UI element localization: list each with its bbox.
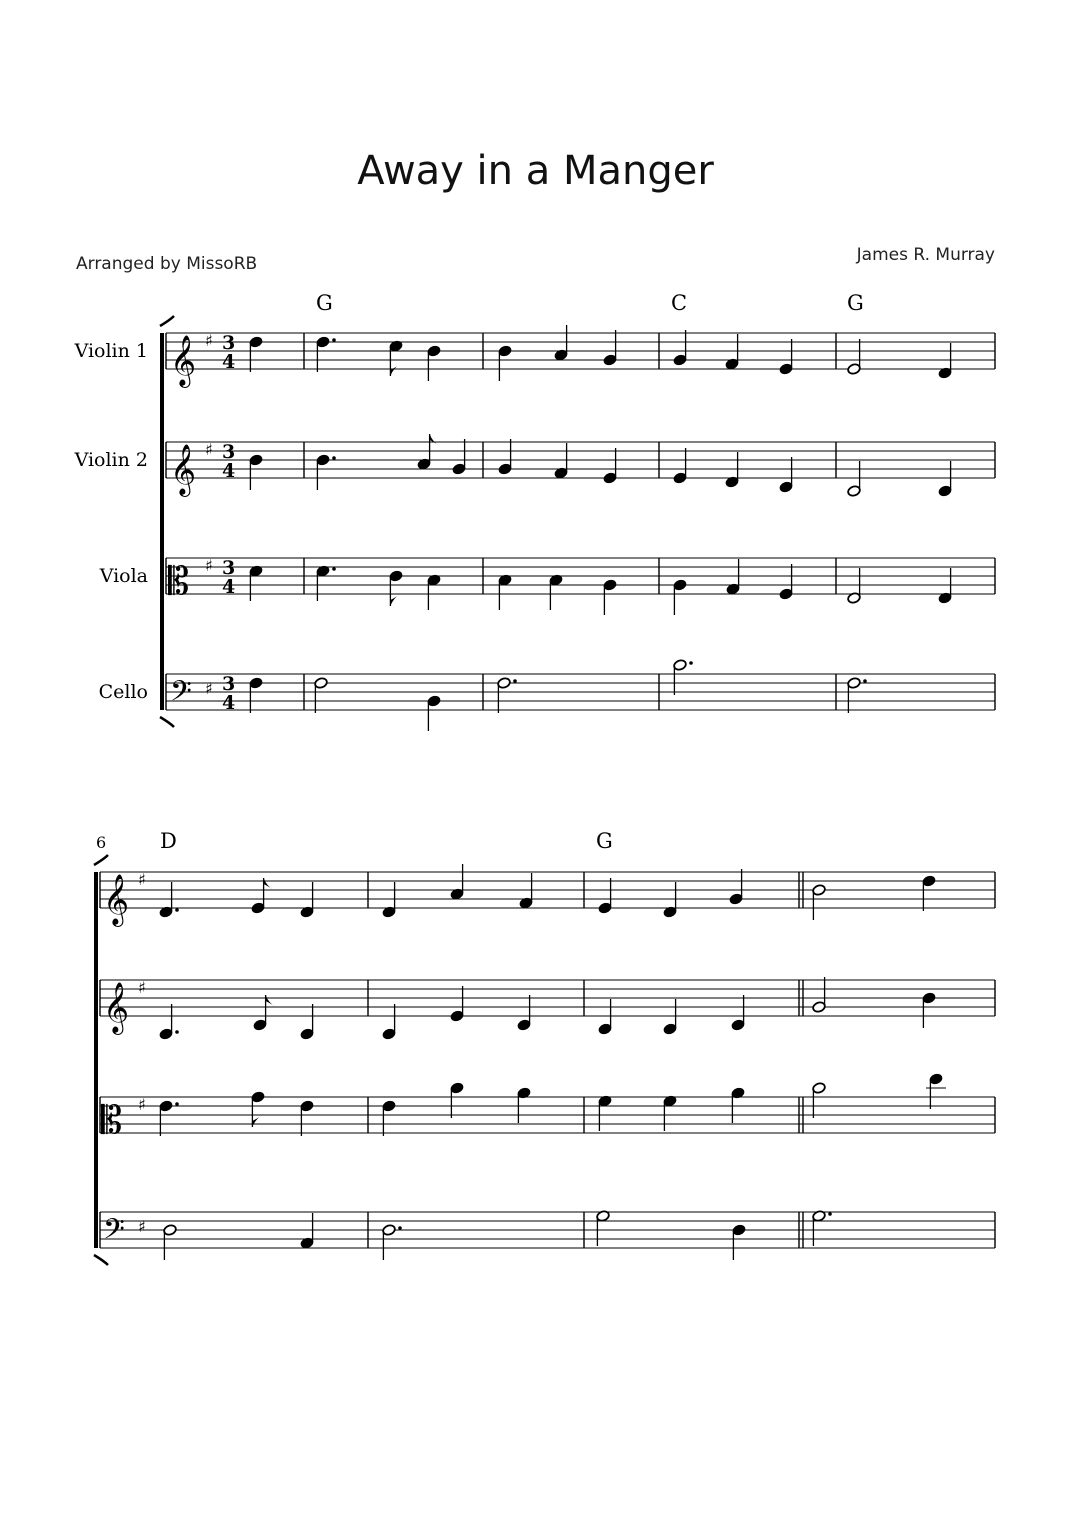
augmentation-dot xyxy=(175,1102,179,1106)
time-signature-top: 3 xyxy=(222,441,236,463)
score-title: Away in a Manger xyxy=(357,148,714,194)
key-signature-sharp: ♯ xyxy=(205,679,213,698)
augmentation-dot xyxy=(332,338,336,342)
note-flag xyxy=(266,995,276,1007)
note-flag xyxy=(264,878,274,890)
time-signature-top: 3 xyxy=(222,673,236,695)
time-signature-bottom: 4 xyxy=(222,460,236,482)
key-signature-sharp: ♯ xyxy=(205,440,213,459)
note-flag xyxy=(430,434,440,446)
augmentation-dot xyxy=(332,456,336,460)
augmentation-dot xyxy=(689,661,693,665)
key-signature-sharp: ♯ xyxy=(138,870,146,889)
augmentation-dot xyxy=(828,1212,832,1216)
clef: 𝄞 xyxy=(170,335,197,386)
note-flag xyxy=(390,594,400,606)
composer-credit: James R. Murray xyxy=(856,245,995,265)
measure-number: 6 xyxy=(96,833,107,852)
chord-symbol: C xyxy=(671,291,688,315)
note-flag xyxy=(390,364,400,376)
augmentation-dot xyxy=(513,679,517,683)
augmentation-dot xyxy=(175,908,179,912)
augmentation-dot xyxy=(175,1030,179,1034)
time-signature-bottom: 4 xyxy=(222,351,236,373)
key-signature-sharp: ♯ xyxy=(205,331,213,350)
clef: 𝄡 xyxy=(168,559,190,603)
system-bracket xyxy=(160,717,174,727)
instrument-label-cello: Cello xyxy=(98,681,148,703)
system-bracket xyxy=(160,316,174,326)
instrument-label-violin-1: Violin 1 xyxy=(74,340,148,362)
time-signature-bottom: 4 xyxy=(222,692,236,714)
chord-symbol: D xyxy=(160,829,177,853)
time-signature-top: 3 xyxy=(222,557,236,579)
augmentation-dot xyxy=(332,567,336,571)
instrument-label-violin-2: Violin 2 xyxy=(74,449,148,471)
note-flag xyxy=(252,1115,262,1127)
instrument-label-viola: Viola xyxy=(99,565,148,587)
clef: 𝄞 xyxy=(103,982,130,1033)
chord-symbol: G xyxy=(596,829,613,853)
key-signature-sharp: ♯ xyxy=(138,978,146,997)
chord-symbol: G xyxy=(316,291,333,315)
arranger-credit: Arranged by MissoRB xyxy=(76,254,258,274)
clef: 𝄞 xyxy=(103,874,130,925)
key-signature-sharp: ♯ xyxy=(205,556,213,575)
key-signature-sharp: ♯ xyxy=(138,1217,146,1236)
key-signature-sharp: ♯ xyxy=(138,1095,146,1114)
clef: 𝄢 xyxy=(103,1213,125,1253)
system-bracket xyxy=(94,1255,108,1265)
time-signature-top: 3 xyxy=(222,332,236,354)
augmentation-dot xyxy=(863,679,867,683)
system-bracket xyxy=(94,855,108,865)
time-signature-bottom: 4 xyxy=(222,576,236,598)
augmentation-dot xyxy=(398,1226,402,1230)
clef: 𝄢 xyxy=(170,675,192,715)
chord-symbol: G xyxy=(847,291,864,315)
clef: 𝄞 xyxy=(170,444,197,495)
clef: 𝄡 xyxy=(101,1098,123,1142)
